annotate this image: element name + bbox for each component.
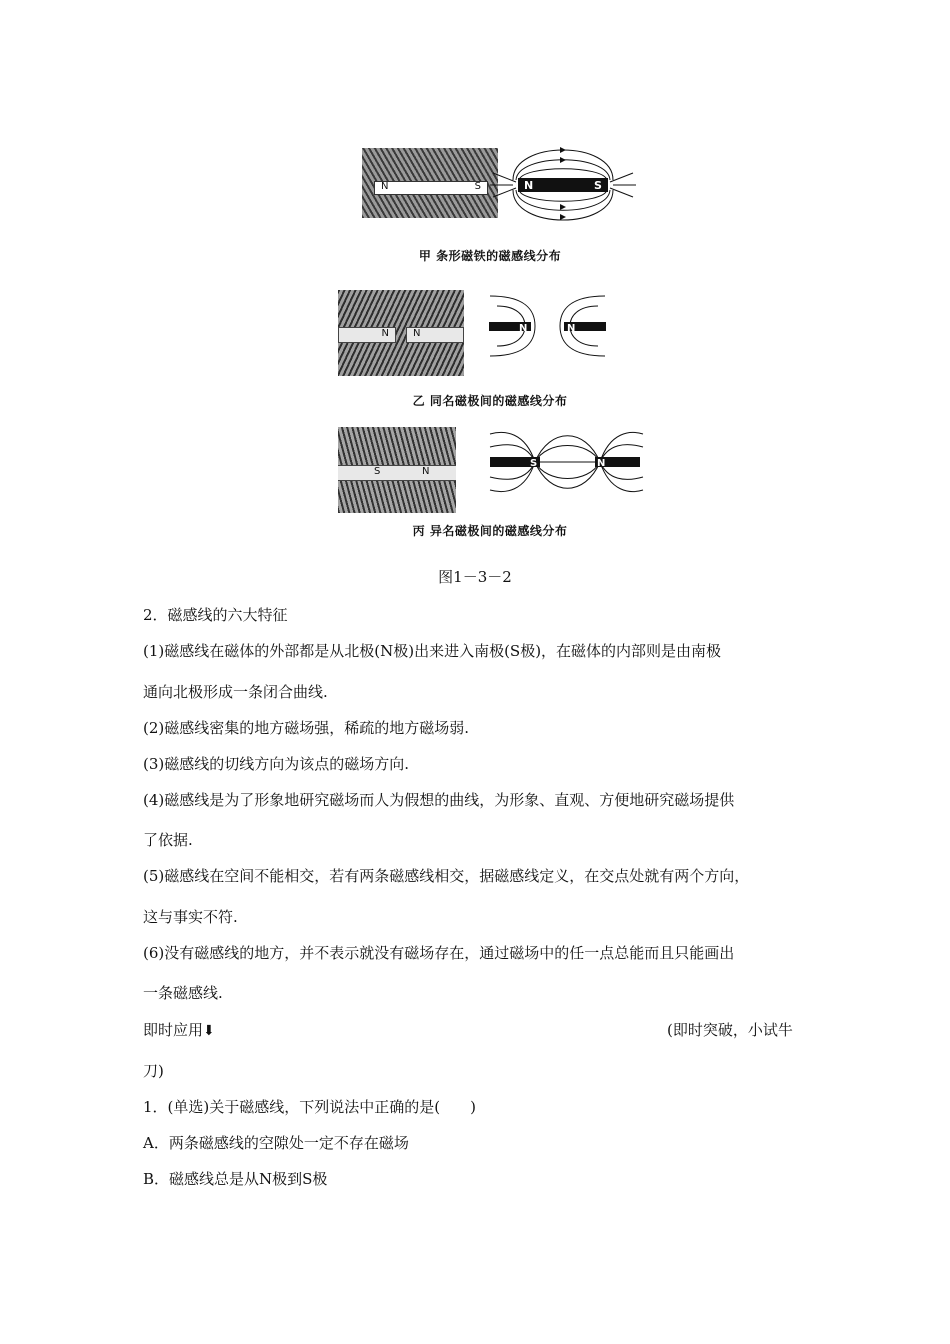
apply-label-text: 即时应用 [143, 1021, 204, 1039]
paragraph-6b: 一条磁感线. [143, 984, 223, 1002]
figure-a [330, 145, 650, 265]
bar-magnet-c [338, 465, 456, 481]
apply-label [143, 1019, 215, 1040]
figure-b-caption: 乙 同名磁极间的磁感线分布 [412, 394, 568, 408]
bar-magnet-a [374, 181, 488, 195]
svg-text:N: N [524, 179, 534, 192]
svg-text:S: S [530, 458, 538, 469]
paragraph-3: (3)磁感线的切线方向为该点的磁场方向. [143, 755, 410, 773]
svg-text:N: N [567, 323, 576, 334]
paragraph-5a: (5)磁感线在空间不能相交，若有两条磁感线相交，据磁感线定义，在交点处就有两个方向， [143, 867, 750, 885]
apply-right-text: (即时突破，小试牛 [667, 1021, 793, 1039]
bar-magnet-b-right [406, 327, 464, 343]
paragraph-1a: (1)磁感线在磁体的外部都是从北极(N极)出来进入南极(S极)，在磁体的内部则是由南极 [143, 642, 722, 660]
magnet-n-label: N [381, 328, 389, 339]
figure-b [330, 288, 650, 413]
paragraph-5b: 这与事实不符. [143, 908, 238, 926]
paragraph-4b: 了依据. [143, 831, 193, 849]
field-lines-diagram-b [485, 290, 610, 360]
figure-label: 图1－3－2 [438, 568, 512, 586]
bar-magnet-b-left [338, 327, 396, 343]
option-a: A．两条磁感线的空隙处一定不存在磁场 [143, 1134, 409, 1152]
magnet-s-label: S [474, 181, 481, 192]
magnet-n-label: N [422, 466, 430, 477]
magnet-s-label: S [374, 466, 381, 477]
svg-text:S: S [594, 179, 602, 192]
section-heading: 2．磁感线的六大特征 [143, 606, 288, 624]
field-lines-diagram-a [488, 145, 638, 225]
apply-right-text-cont: 刀) [143, 1062, 164, 1080]
figure-a-caption: 甲 条形磁铁的磁感线分布 [418, 249, 562, 263]
svg-text:N: N [519, 323, 528, 334]
paragraph-6a: (6)没有磁感线的地方，并不表示就没有磁场存在，通过磁场中的任一点总能而且只能画出 [143, 944, 735, 962]
paragraph-1b: 通向北极形成一条闭合曲线. [143, 683, 328, 701]
iron-filings-photo-b [338, 290, 464, 376]
question-1: 1．(单选)关于磁感线，下列说法中正确的是( ) [143, 1098, 476, 1116]
paragraph-4a: (4)磁感线是为了形象地研究磁场而人为假想的曲线，为形象、直观、方便地研究磁场提供 [143, 791, 735, 809]
magnet-n-label: N [413, 328, 421, 339]
field-lines-diagram-c [485, 422, 645, 507]
figure-c-caption: 丙 异名磁极间的磁感线分布 [412, 524, 568, 538]
iron-filings-photo-c [338, 427, 456, 513]
magnet-n-label: N [381, 181, 389, 192]
iron-filings-photo-a [362, 148, 498, 218]
svg-text:N: N [597, 458, 606, 469]
arrow-down-icon: ⬇ [203, 1023, 215, 1039]
option-b: B．磁感线总是从N极到S极 [143, 1170, 328, 1188]
figure-c [330, 422, 650, 542]
paragraph-2: (2)磁感线密集的地方磁场强，稀疏的地方磁场弱. [143, 719, 470, 737]
